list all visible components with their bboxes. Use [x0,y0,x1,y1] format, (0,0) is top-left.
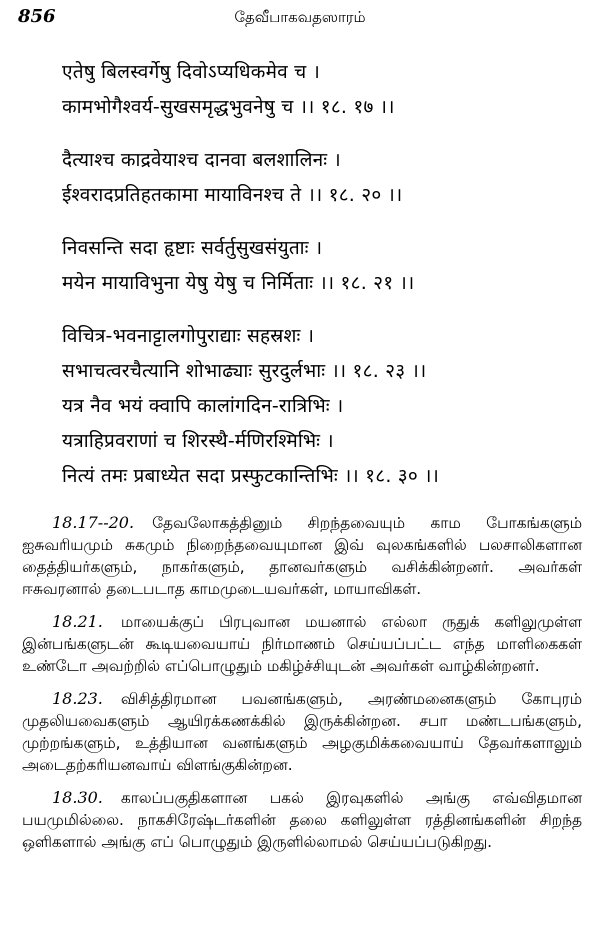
verse-line: मयेन मायाविभुना येषु येषु च निर्मिताः ।। १८. २१ ।। [62,272,415,294]
sanskrit-verses [62,55,580,512]
verse-reference: 18.23. [52,689,103,708]
commentary-text: விசித்திரமான பவனங்களும், அரண்மனைகளும் கோபுரம் முதலியவைகளும் ஆயிரக்கணக்கில் இருக்கின்றன. சபா மண்டபங்களும், முற்றங்களும், உத்தியான வனங்களும் அழகுமிக்கவையாய் தேவர்களாலும் அடைதற்கரியனவாய் விளங்குகின்றன. [22,690,582,774]
commentary-paragraph [22,688,582,776]
verse-reference: 18.30. [52,788,103,807]
page-number: 856 [18,6,56,27]
verse-group-1 [62,55,580,125]
verse-group-4 [62,319,580,494]
verse-line: यत्राहिप्रवराणां च शिरस्थै-र्मणिरश्मिभिः । [62,430,334,452]
commentary-paragraph [22,787,582,853]
commentary-paragraph [22,512,582,600]
verse-line: यत्र नैव भयं क्वापि कालांगदिन-रात्रिभिः । [62,395,344,417]
verse-group-2 [62,143,580,213]
commentary-text: மாயைக்குப் பிரபுவான மயனால் எல்லா ருதுக் களிலுமுள்ள இன்பங்களுடன் கூடியவையாய் நிர்மாணம் செய்யப்பட்ட எந்த மாளிகைகள் உண்டோ அவற்றில் எப்பொழுதும் மகிழ்ச்சியுடன் அவர்கள் வாழ்கின்றனர். [22,613,582,675]
verse-line: निवसन्ति सदा हृष्टाः सर्वर्तुसुखसंयुताः । [62,237,323,259]
commentary-text: காலப்பகுதிகளான பகல் இரவுகளில் அங்கு எவ்விதமான பயமுமில்லை. நாகசிரேஷ்டர்களின் தலை களிலுள்ள ரத்தினங்களின் சிறந்த ஒளிகளால் அங்கு எப் பொழுதும் இருளில்லாமல் செய்யப்படுகிறது. [22,789,582,851]
running-header: தேவீபாகவதஸாரம் [234,8,366,26]
verse-line: कामभोगैश्वर्य-सुखसमृद्धभुवनेषु च ।। १८. १७ ।। [62,96,395,118]
verse-line: दैत्याश्च काद्रवेयाश्च दानवा बलशालिनः । [62,149,341,171]
verse-reference: 18.17--20. [52,513,135,532]
verse-line: ईश्वरादप्रतिहतकामा मायाविनश्च ते ।। १८. २० ।। [62,184,403,206]
verse-group-3 [62,231,580,301]
verse-line: विचित्र-भवनाट्टालगोपुराद्याः सहस्रशः । [62,325,315,347]
tamil-commentary [22,512,582,864]
verse-line: एतेषु बिलस्वर्गेषु दिवोऽप्यधिकमेव च । [62,61,321,83]
verse-line: नित्यं तमः प्रबाध्येत सदा प्रस्फुटकान्तिभिः ।। १८. ३० ।। [62,465,439,487]
commentary-text: தேவலோகத்தினும் சிறந்தவையும் காம போகங்களும் ஐசுவரியமும் சுகமும் நிறைந்தவையுமான இவ் வுலகங்களில் பலசாலிகளான தைத்தியர்களும், நாகர்களும், தானவர்களும் வசிக்கின்றனர். அவர்கள் ஈசுவரனால் தடைபடாத காமமுடையவர்கள், மாயாவிகள். [22,514,582,598]
commentary-paragraph [22,611,582,677]
verse-reference: 18.21. [52,612,103,631]
verse-line: सभाचत्वरचैत्यानि शोभाढ्याः सुरदुर्लभाः ।। १८. २३ ।। [62,360,427,382]
